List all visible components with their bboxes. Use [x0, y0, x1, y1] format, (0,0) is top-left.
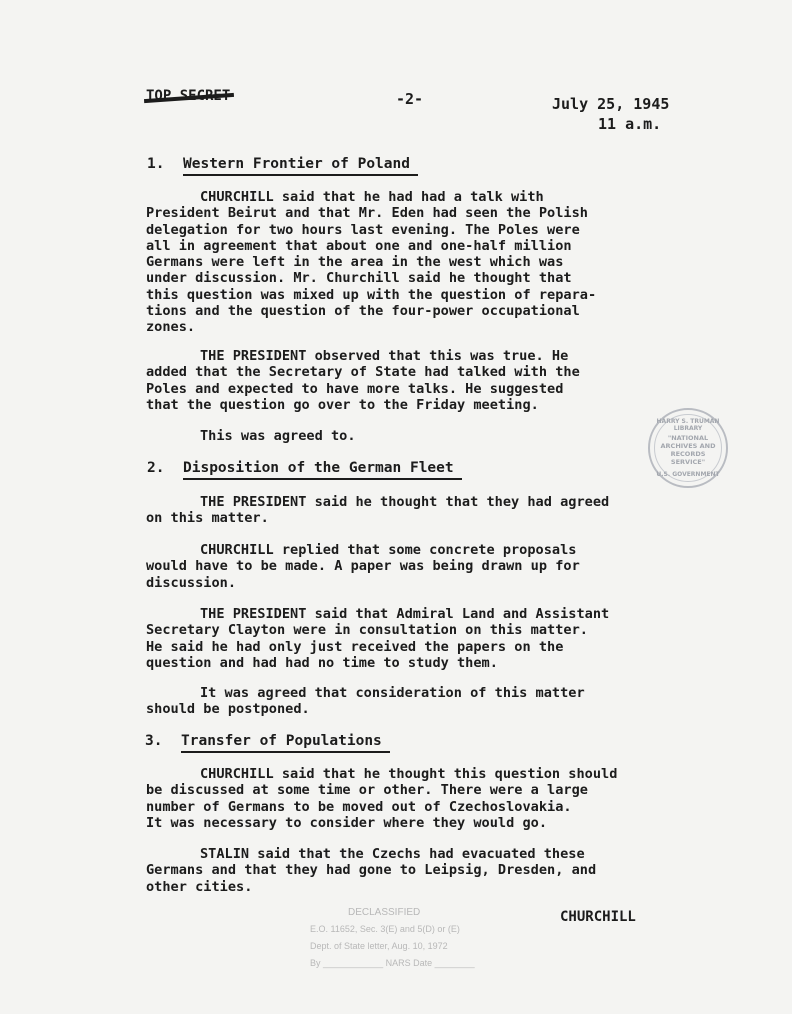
text-line: THE PRESIDENT said that Admiral Land and Assistant [200, 606, 610, 622]
classification-marking-struck: TOP SECRET [146, 88, 231, 104]
text-line: would have to be made. A paper was being drawn up for [146, 558, 580, 575]
text-line: STALIN said that the Czechs had evacuated these [200, 846, 585, 862]
stamp-center-text [650, 434, 726, 466]
section-number: 3. [145, 733, 163, 749]
stamp-top-text: HARRY S. TRUMAN LIBRARY [656, 418, 720, 432]
text-line: number of Germans to be moved out of Czechoslovakia. [146, 798, 572, 815]
footer-catchword: CHURCHILL [560, 909, 636, 925]
text-line: CHURCHILL replied that some concrete proposals [200, 542, 577, 558]
section-title: Western Frontier of Poland [183, 156, 418, 176]
text-line: President Beirut and that Mr. Eden had seen the Polish [146, 205, 588, 222]
text-line: This was agreed to. [200, 428, 356, 444]
text-line: this question was mixed up with the question of repara- [146, 286, 597, 303]
paragraph [146, 428, 686, 444]
stamp-line: "NATIONAL [667, 434, 709, 442]
text-line: question and had had no time to study them. [146, 654, 498, 671]
section-title: Disposition of the German Fleet [183, 460, 462, 480]
paragraph [146, 494, 686, 527]
page-number: -2- [396, 90, 424, 108]
paragraph [146, 606, 686, 671]
text-line: Germans were left in the area in the west which was [146, 254, 564, 271]
text-line: Poles and expected to have more talks. He suggested [146, 380, 564, 397]
paragraph [146, 542, 686, 591]
text-line: under discussion. Mr. Churchill said he thought that [146, 270, 572, 287]
paragraph [146, 846, 686, 895]
stamp-line: SERVICE" [670, 458, 706, 466]
declassification-stamp [310, 904, 475, 972]
text-line: other cities. [146, 878, 253, 895]
text-line: added that the Secretary of State had talked with the [146, 364, 580, 381]
meeting-date-time [552, 94, 669, 134]
section-number: 2. [147, 460, 165, 476]
paragraph [146, 348, 686, 413]
declassified-heading: DECLASSIFIED [348, 907, 421, 918]
text-line: He said he had only just received the papers on the [146, 638, 564, 655]
section-heading-2 [147, 460, 462, 476]
stamp-bottom-text: U.S. GOVERNMENT [656, 471, 720, 478]
meeting-time: 11 a.m. [598, 115, 662, 133]
paragraph [146, 766, 686, 831]
text-line: delegation for two hours last evening. The Poles were [146, 221, 580, 238]
meeting-date: July 25, 1945 [552, 95, 670, 113]
text-line: discussion. [146, 574, 237, 591]
text-line: CHURCHILL said that he had had a talk with [200, 189, 544, 205]
text-line: Secretary Clayton were in consultation on this matter. [146, 622, 588, 639]
text-line: It was agreed that consideration of this matter [200, 685, 585, 701]
stamp-line: RECORDS [670, 450, 706, 458]
section-heading-1 [147, 156, 418, 172]
text-line: THE PRESIDENT said he thought that they had agreed [200, 494, 610, 510]
section-heading-3 [145, 733, 390, 749]
paragraph [146, 685, 686, 718]
stamp-line: ARCHIVES AND [660, 442, 716, 450]
text-line: zones. [146, 319, 196, 336]
text-line: should be postponed. [146, 701, 310, 718]
text-line: THE PRESIDENT observed that this was true. He [200, 348, 569, 364]
text-line: Germans and that they had gone to Leipsig, Dresden, and [146, 862, 597, 879]
section-number: 1. [147, 156, 165, 172]
declassified-letter: Dept. of State letter, Aug. 10, 1972 [310, 941, 448, 951]
section-title: Transfer of Populations [181, 733, 390, 753]
text-line: It was necessary to consider where they would go. [146, 814, 548, 831]
declassified-by-line: By ____________ NARS Date ________ [310, 958, 475, 968]
paragraph [146, 189, 686, 336]
declassified-authority: E.O. 11652, Sec. 3(E) and 5(D) or (E) [310, 924, 460, 934]
archive-stamp [648, 408, 728, 488]
text-line: be discussed at some time or other. There were a large [146, 782, 588, 799]
text-line: on this matter. [146, 510, 269, 527]
text-line: all in agreement that about one and one-half million [146, 237, 572, 254]
text-line: tions and the question of the four-power occupational [146, 303, 580, 320]
text-line: that the question go over to the Friday meeting. [146, 396, 539, 413]
text-line: CHURCHILL said that he thought this question should [200, 766, 618, 782]
